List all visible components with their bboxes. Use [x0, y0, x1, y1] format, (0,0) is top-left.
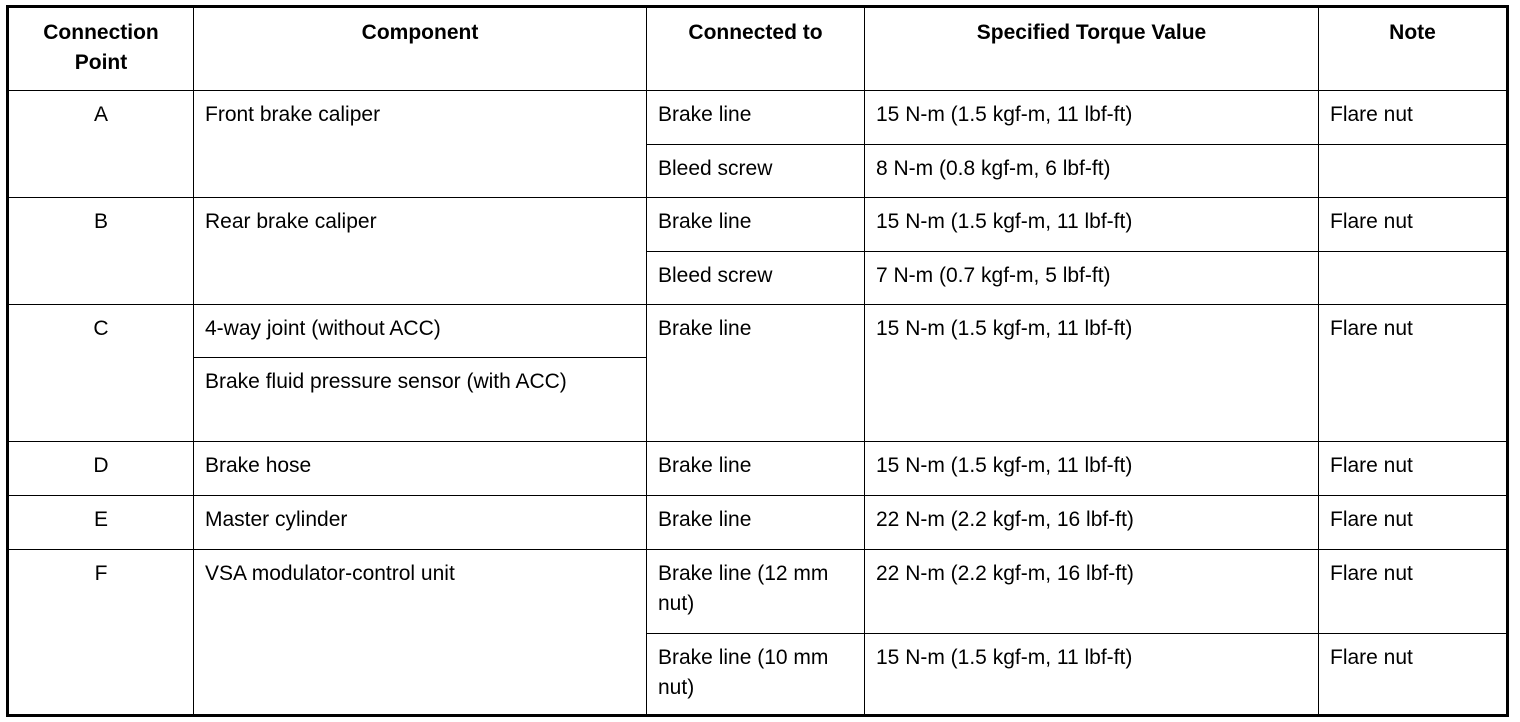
note-cell: Flare nut	[1319, 91, 1508, 145]
connected-to-cell: Bleed screw	[647, 145, 865, 198]
connection-point-cell: D	[8, 442, 194, 496]
torque-cell: 15 N-m (1.5 kgf-m, 11 lbf-ft)	[865, 634, 1319, 716]
connected-to-cell: Brake line	[647, 91, 865, 145]
note-cell	[1319, 145, 1508, 198]
connected-to-cell: Brake line	[647, 198, 865, 252]
connection-point-cell: C	[8, 305, 194, 442]
component-cell: 4-way joint (without ACC)	[194, 305, 647, 358]
table-row	[8, 91, 1508, 145]
table-row	[8, 550, 1508, 634]
table-row	[8, 442, 1508, 496]
note-cell: Flare nut	[1319, 550, 1508, 634]
connected-to-cell: Brake line	[647, 496, 865, 550]
connected-to-cell: Brake line (12 mm nut)	[647, 550, 865, 634]
component-cell: Rear brake caliper	[194, 198, 647, 305]
torque-cell: 22 N-m (2.2 kgf-m, 16 lbf-ft)	[865, 550, 1319, 634]
note-cell: Flare nut	[1319, 198, 1508, 252]
connection-point-cell: E	[8, 496, 194, 550]
torque-cell: 15 N-m (1.5 kgf-m, 11 lbf-ft)	[865, 198, 1319, 252]
torque-spec-table	[6, 5, 1509, 717]
connected-to-cell: Brake line	[647, 442, 865, 496]
torque-cell: 22 N-m (2.2 kgf-m, 16 lbf-ft)	[865, 496, 1319, 550]
header-connected-to: Connected to	[647, 7, 865, 91]
component-cell: Brake hose	[194, 442, 647, 496]
connection-point-cell: B	[8, 198, 194, 305]
component-cell: VSA modulator-control unit	[194, 550, 647, 716]
connected-to-cell: Brake line (10 mm nut)	[647, 634, 865, 716]
table-row	[8, 496, 1508, 550]
header-connection-point: Connection Point	[8, 7, 194, 91]
torque-cell: 15 N-m (1.5 kgf-m, 11 lbf-ft)	[865, 91, 1319, 145]
torque-table-container	[6, 5, 1509, 717]
component-cell: Master cylinder	[194, 496, 647, 550]
header-torque-value: Specified Torque Value	[865, 7, 1319, 91]
connected-to-cell: Brake line	[647, 305, 865, 442]
note-cell	[1319, 252, 1508, 305]
note-cell: Flare nut	[1319, 442, 1508, 496]
note-cell: Flare nut	[1319, 634, 1508, 716]
torque-cell: 8 N-m (0.8 kgf-m, 6 lbf-ft)	[865, 145, 1319, 198]
connection-point-cell: A	[8, 91, 194, 198]
table-row	[8, 198, 1508, 252]
header-row	[8, 7, 1508, 91]
torque-cell: 15 N-m (1.5 kgf-m, 11 lbf-ft)	[865, 305, 1319, 442]
component-cell: Front brake caliper	[194, 91, 647, 198]
header-component: Component	[194, 7, 647, 91]
component-cell: Brake fluid pressure sensor (with ACC)	[194, 358, 647, 442]
table-row	[8, 305, 1508, 358]
note-cell: Flare nut	[1319, 305, 1508, 442]
note-cell: Flare nut	[1319, 496, 1508, 550]
torque-cell: 7 N-m (0.7 kgf-m, 5 lbf-ft)	[865, 252, 1319, 305]
connection-point-cell: F	[8, 550, 194, 716]
connected-to-cell: Bleed screw	[647, 252, 865, 305]
header-note: Note	[1319, 7, 1508, 91]
torque-cell: 15 N-m (1.5 kgf-m, 11 lbf-ft)	[865, 442, 1319, 496]
